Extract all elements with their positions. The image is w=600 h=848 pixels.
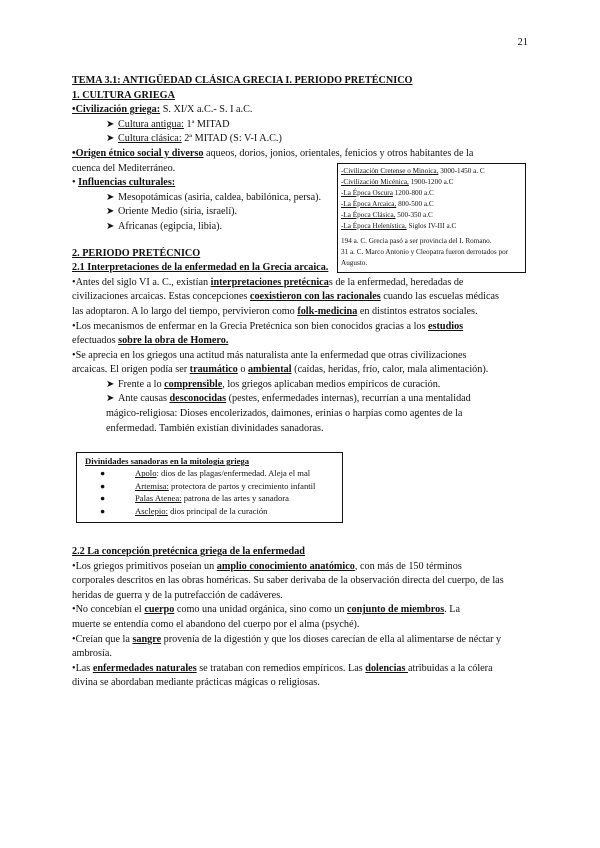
origen-label: •Origen étnico social y diverso bbox=[72, 147, 204, 159]
origen-text: aqueos, dorios, jonios, orientales, fenicios y otros habitantes de la bbox=[203, 147, 474, 159]
text: efectuados bbox=[72, 335, 119, 347]
origen-line bbox=[72, 147, 528, 162]
paragraph bbox=[72, 276, 528, 320]
section-2-1-heading: 2.1 Interpretaciones de la enfermedad en la Grecia arcaica. bbox=[72, 262, 329, 274]
paragraph bbox=[72, 633, 528, 662]
emphasis: estudios bbox=[428, 320, 464, 332]
text: enfermedad. También existían divinidades sanadoras. bbox=[106, 422, 324, 434]
emphasis: amplio conocimiento anatómico bbox=[216, 560, 355, 572]
sub1-text: 1ª MITAD bbox=[183, 118, 230, 130]
sub1-label: Cultura antigua: bbox=[118, 118, 184, 130]
text: provenía de la digestión y que los dioses carecían de ella al alimentarse de néctar y bbox=[161, 633, 502, 645]
bullet-icon: ● bbox=[100, 480, 106, 491]
sub2-line bbox=[72, 132, 528, 147]
arrow-item bbox=[72, 392, 528, 436]
deity-name: Apolo bbox=[135, 468, 157, 479]
chronology-item bbox=[341, 210, 523, 221]
paragraph bbox=[72, 320, 528, 349]
text: civilizaciones arcaicas. Estas concepciones bbox=[72, 291, 250, 303]
arrow-icon: ➤ bbox=[106, 133, 115, 145]
text: •Los mecanismos de enfermar en la Grecia Pretécnica son bien conocidos gracias a los bbox=[72, 320, 429, 332]
period-name: -La Época Clásica, bbox=[341, 211, 396, 219]
emphasis: cuerpo bbox=[144, 604, 175, 616]
period-dates: 3000-1450 a. C bbox=[438, 167, 485, 175]
paragraph bbox=[72, 349, 528, 378]
influence-text: Oriente Medio (siria, israelí). bbox=[118, 206, 238, 218]
emphasis: enfermedades naturales bbox=[92, 662, 197, 674]
emphasis: desconocidas bbox=[169, 393, 227, 405]
deity-desc: protectora de partos y crecimiento infantil bbox=[168, 480, 316, 491]
chronology-item bbox=[341, 177, 523, 188]
paragraph bbox=[72, 560, 528, 604]
emphasis: sangre bbox=[132, 633, 162, 645]
influences-bullet: • bbox=[72, 177, 79, 189]
emphasis: dolencias bbox=[365, 662, 409, 674]
emphasis: sobre la obra de Homero. bbox=[118, 335, 229, 347]
text: •Creían que la bbox=[72, 633, 133, 645]
text: muerte se entendía como el abandono del cuerpo por el alma (psyché). bbox=[72, 618, 360, 630]
text: o bbox=[237, 364, 248, 376]
page-number: 21 bbox=[517, 37, 528, 48]
influence-text: Mesopotámicas (asiria, caldea, babilónica, persa). bbox=[118, 191, 322, 203]
text: (pestes, enfermedades internas), recurrían a una mentalidad bbox=[226, 393, 471, 405]
list-item bbox=[85, 505, 334, 517]
text: corporales descritos en las obras homéricas. Su saber derivaba de la observación directa del cuerpo, de las bbox=[72, 575, 504, 587]
arrow-icon: ➤ bbox=[106, 393, 115, 405]
section-2-heading: 2. PERIODO PRETÉCNICO bbox=[72, 247, 201, 259]
text: (caídas, heridas, frío, calor, mala alimentación). bbox=[291, 364, 489, 376]
deity-name: Palas Atenea: bbox=[135, 493, 182, 504]
divinities-title: Divinidades sanadoras en la mitología griega bbox=[85, 456, 250, 466]
emphasis: coexistieron con las racionales bbox=[249, 291, 381, 303]
divinities-list bbox=[85, 467, 334, 517]
arrow-icon: ➤ bbox=[106, 118, 115, 130]
paragraph bbox=[72, 662, 528, 691]
period-dates: 800-500 a.C bbox=[396, 200, 434, 208]
arrow-icon: ➤ bbox=[106, 378, 115, 390]
emphasis: folk-medicina bbox=[297, 305, 358, 317]
chronology-item bbox=[341, 188, 523, 199]
text: divina se abordaban mediante prácticas mágicas o religiosas. bbox=[72, 677, 320, 689]
arrow-icon: ➤ bbox=[106, 191, 115, 203]
text: . La bbox=[444, 604, 461, 616]
section-2-2 bbox=[72, 545, 528, 691]
bullet-icon: ● bbox=[100, 505, 106, 516]
chronology-note: 194 a. C. Grecia pasó a ser provincia del I. Romano. bbox=[341, 237, 492, 245]
text: se trataban con remedios empíricos. Las bbox=[196, 662, 366, 674]
text: Ante causas bbox=[118, 393, 170, 405]
text: , los griegos aplicaban medios empíricos de curación. bbox=[222, 378, 441, 390]
list-item bbox=[85, 492, 334, 504]
civ-label: •Civilización griega: bbox=[72, 104, 161, 116]
text: las adoptaron. A lo largo del tiempo, pervivieron como bbox=[72, 305, 298, 317]
deity-desc: : dios de las plagas/enfermedad. Aleja el mal bbox=[156, 468, 311, 479]
influence-text: Africanas (egipcia, libia). bbox=[118, 220, 223, 232]
text: cuando las escuelas médicas bbox=[380, 291, 499, 303]
chronology-note: 31 a. C. Marco Antonio y Cleopatra fueron derrotados por Augusto. bbox=[341, 248, 509, 267]
period-dates: 1200-800 a.C bbox=[392, 189, 434, 197]
civ-line bbox=[72, 103, 528, 118]
chronology-box bbox=[337, 163, 526, 273]
emphasis: ambiental bbox=[247, 364, 292, 376]
text: ambrosía. bbox=[72, 648, 112, 660]
text: en distintos estratos sociales. bbox=[357, 305, 478, 317]
text: atribuidas a la cólera bbox=[408, 662, 493, 674]
section-1-heading: 1. CULTURA GRIEGA bbox=[72, 89, 175, 101]
page-title: TEMA 3.1: ANTIGÜEDAD CLÁSICA GRECIA I. PERIODO PRETÉCNICO bbox=[72, 75, 413, 86]
chronology-item bbox=[341, 221, 523, 232]
text: •Se aprecia en los griegos una actitud más naturalista ante la enfermedad que otras civilizaciones bbox=[72, 349, 467, 361]
text: •Los griegos primitivos poseían un bbox=[72, 560, 217, 572]
text: •Las bbox=[72, 662, 93, 674]
bullet-icon: ● bbox=[100, 493, 106, 504]
emphasis: comprensible bbox=[164, 378, 223, 390]
divinities-box bbox=[76, 452, 343, 523]
emphasis: conjunto de miembros bbox=[347, 604, 445, 616]
arrow-item bbox=[72, 378, 528, 393]
text: •Antes del siglo VI a. C., existían bbox=[72, 276, 211, 288]
text: Frente a lo bbox=[118, 378, 165, 390]
influences-label: Influencias culturales: bbox=[78, 177, 176, 189]
text: s de la enfermedad, heredadas de bbox=[328, 276, 464, 288]
deity-desc: dios principal de la curación bbox=[167, 505, 268, 516]
origen-line-2: cuenca del Mediterráneo. bbox=[72, 162, 176, 174]
list-item bbox=[85, 467, 334, 479]
period-name: -La Época Oscura bbox=[341, 189, 393, 197]
sub1-line bbox=[72, 118, 528, 133]
period-name: -La Época Arcaica, bbox=[341, 200, 397, 208]
text: , con más de 150 términos bbox=[354, 560, 462, 572]
period-dates: 500-350 a.C bbox=[395, 211, 433, 219]
text: mágico-religiosa: Dioses encolerizados, daimones, erinias o harpías como agentes de la bbox=[106, 408, 463, 420]
period-dates: 1900-1200 a.C bbox=[408, 178, 454, 186]
period-name: -Civilización Cretense o Minoica, bbox=[341, 167, 439, 175]
period-dates: Siglos IV-III a.C bbox=[406, 222, 457, 230]
text: como una unidad orgánica, sino como un bbox=[174, 604, 347, 616]
period-name: -Civilización Micénica, bbox=[341, 178, 409, 186]
deity-name: Artemisa: bbox=[135, 480, 169, 491]
bullet-icon: ● bbox=[100, 468, 106, 479]
sub2-label: Cultura clásica: bbox=[118, 133, 182, 145]
deity-name: Asclepio: bbox=[135, 505, 168, 516]
deity-desc: patrona de las artes y sanadora bbox=[181, 493, 289, 504]
chronology-item bbox=[341, 166, 523, 177]
period-name: -La Época Helenística, bbox=[341, 222, 407, 230]
text: heridas de guerra y de la putrefacción de cadáveres. bbox=[72, 589, 283, 601]
section-2-2-heading: 2.2 La concepción pretécnica griega de la enfermedad bbox=[72, 546, 305, 557]
list-item bbox=[85, 480, 334, 492]
arrow-icon: ➤ bbox=[106, 206, 115, 218]
emphasis: interpretaciones pretécnica bbox=[210, 276, 329, 288]
civ-text: S. XI/X a.C.- S. I a.C. bbox=[160, 104, 253, 116]
emphasis: traumático bbox=[189, 364, 238, 376]
chronology-item bbox=[341, 199, 523, 210]
paragraph bbox=[72, 603, 528, 632]
text: arcaicas. El origen podía ser bbox=[72, 364, 190, 376]
text: •No concebían el bbox=[72, 604, 145, 616]
sub2-text: 2ª MITAD (S: V-I A.C.) bbox=[181, 133, 282, 145]
arrow-icon: ➤ bbox=[106, 220, 115, 232]
